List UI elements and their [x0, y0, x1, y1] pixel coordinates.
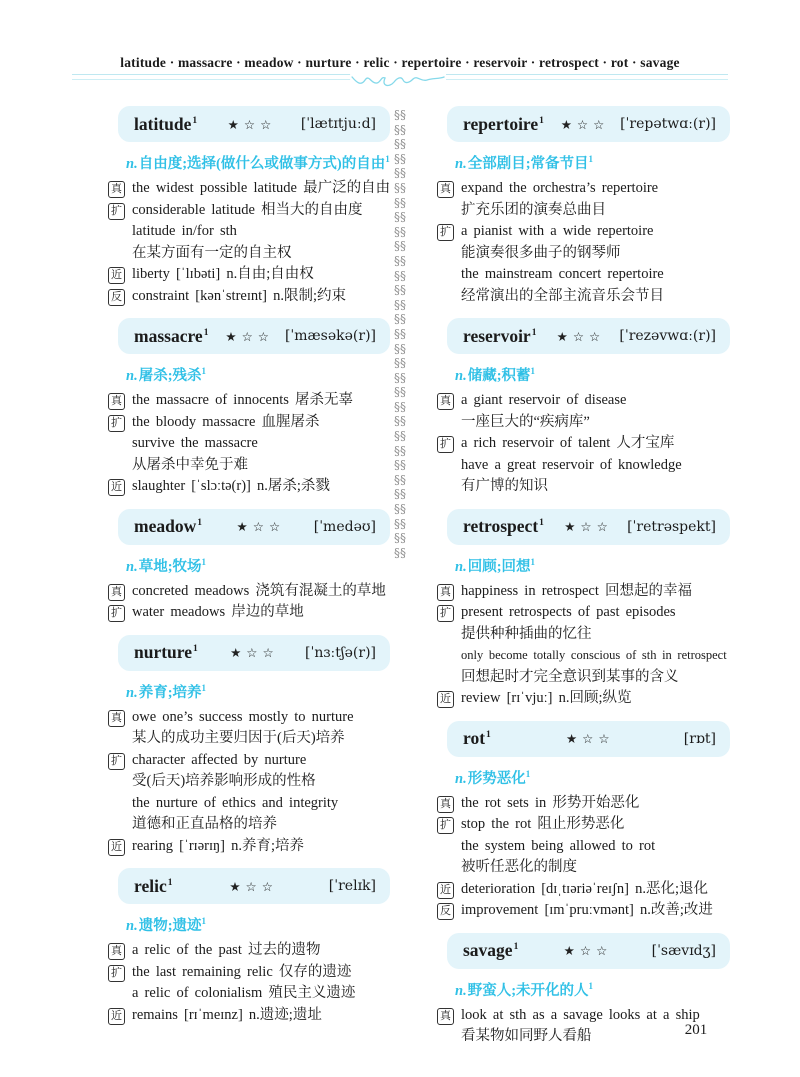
category-badge: 真: [437, 796, 454, 813]
category-badge: 扩: [108, 605, 125, 622]
example-line: [437, 286, 730, 308]
example-line: [108, 836, 390, 858]
definition-superscript: 1: [530, 366, 536, 377]
definition-line: [126, 152, 390, 173]
phonetic-transcription: [ˈsævɪdʒ]: [651, 942, 716, 959]
definition-text: 储藏;积蓄: [467, 368, 531, 384]
example-text: the massacre of innocents 屠杀无辜: [132, 392, 354, 408]
example-text: the nurture of ethics and integrity: [132, 794, 339, 811]
definition-superscript: 1: [588, 154, 594, 165]
star-rating: ★☆☆: [230, 645, 279, 660]
left-column: [108, 106, 390, 1037]
example-line: [437, 793, 730, 815]
star-rating: ★☆☆: [560, 116, 610, 132]
word-entry: [437, 721, 730, 922]
word-entry: [108, 868, 390, 1026]
category-badge: 真: [437, 181, 454, 198]
definition-line: [126, 364, 390, 385]
example-text: a pianist with a wide repertoire: [461, 223, 654, 239]
definition-superscript: 1: [385, 154, 390, 165]
headword-superscript: 1: [167, 877, 173, 888]
example-line: [108, 771, 390, 793]
example-text: latitude in/for sth: [132, 223, 237, 239]
category-badge: 近: [437, 882, 454, 899]
example-text: 在某方面有一定的自主权: [132, 244, 292, 261]
part-of-speech: n.: [455, 558, 467, 575]
part-of-speech: n.: [455, 770, 467, 787]
example-line: [437, 476, 730, 498]
word-entry: [108, 318, 390, 498]
definition-line: [126, 555, 390, 576]
example-text: present retrospects of past episodes: [461, 604, 676, 620]
headword: rot$^1$: [463, 728, 491, 748]
example-text: expand the orchestra’s repertoire: [461, 180, 659, 196]
example-text: the last remaining relic 仅存的遗迹: [132, 963, 352, 980]
example-text: rearing [ˈrɪərɪŋ] n.养育;培养: [132, 837, 305, 854]
word-chip: [118, 318, 390, 354]
headword: relic$^1$: [134, 875, 173, 896]
example-line: [108, 940, 390, 962]
category-badge: 真: [108, 584, 125, 601]
word-entry: [108, 106, 390, 307]
definition-text: 回顾;回想: [467, 558, 531, 575]
example-text: a rich reservoir of talent 人才宝库: [461, 435, 675, 451]
example-line: [108, 200, 390, 222]
word-chip: [447, 318, 730, 354]
star-rating: ★☆☆: [227, 116, 277, 132]
category-badge: 反: [108, 289, 125, 306]
category-badge: 扩: [108, 965, 125, 982]
definition-superscript: 1: [588, 980, 594, 991]
header-word-list: latitude · massacre · meadow · nurture · relic · repertoire · reservoir · retrospect · rot · savage: [120, 55, 680, 70]
example-line: [108, 793, 390, 815]
entry-columns: [108, 106, 730, 1059]
example-text: improvement [ɪmˈpruːvmənt] n.改善;改进: [461, 902, 713, 918]
example-lines: [108, 940, 390, 1026]
example-text: character affected by nurture: [132, 751, 307, 768]
example-line: [437, 900, 730, 922]
example-text: remains [rɪˈmeɪnz] n.遗迹;遗址: [132, 1006, 322, 1023]
example-line: [437, 879, 730, 901]
word-chip: [118, 509, 390, 545]
example-line: [108, 602, 390, 624]
word-chip: [118, 868, 390, 904]
example-line: [437, 581, 730, 603]
example-text: have a great reservoir of knowledge: [461, 456, 682, 473]
word-chip: [447, 933, 730, 969]
example-lines: [437, 581, 730, 710]
example-line: [437, 857, 730, 879]
example-line: [437, 243, 730, 265]
word-chip: [118, 106, 390, 142]
headword-superscript: 1: [193, 644, 198, 655]
example-line: [108, 243, 390, 265]
example-text: the widest possible latitude 最广泛的自由: [132, 180, 390, 196]
category-badge: 扩: [437, 436, 454, 453]
category-badge: 近: [108, 267, 125, 284]
example-line: [108, 412, 390, 434]
part-of-speech: n.: [126, 684, 138, 701]
column-divider-ornament: §§§§§§§§§§§§§§§§§§§§§§§§§§§§§§§§§§§§§§§§§§§§§§§§§§§§§§§§§§§§§§: [394, 108, 406, 560]
example-text: considerable latitude 相当大的自由度: [132, 201, 363, 218]
example-line: [437, 814, 730, 836]
example-text: deterioration [dɪˌtɪəriəˈreɪʃn] n.恶化;退化: [461, 880, 708, 897]
example-line: [437, 264, 730, 286]
example-text: 一座巨大的“疾病库”: [461, 413, 590, 430]
right-column: [437, 106, 730, 1059]
category-badge: 真: [108, 943, 125, 960]
definition-superscript: 1: [525, 768, 531, 779]
example-line: [437, 200, 730, 222]
star-rating: ★☆☆: [556, 328, 606, 344]
example-line: [437, 688, 730, 710]
example-lines: [437, 793, 730, 922]
squiggle-decoration-icon: [350, 70, 446, 95]
example-text: happiness in retrospect 回想起的幸福: [461, 582, 693, 599]
example-lines: [437, 390, 730, 498]
example-text: 从屠杀中幸免于难: [132, 456, 248, 473]
example-text: a relic of the past 过去的遗物: [132, 942, 321, 958]
example-text: 被听任恶化的制度: [461, 859, 577, 875]
headword: nurture$^1$: [134, 642, 198, 662]
example-text: the mainstream concert repertoire: [461, 266, 664, 282]
example-line: [437, 836, 730, 858]
part-of-speech: n.: [126, 368, 138, 384]
definition-line: [455, 364, 730, 385]
word-entry: [108, 509, 390, 624]
example-lines: [108, 390, 390, 498]
headword: massacre$^1$: [134, 325, 209, 346]
example-text: liberty [ˈlɪbəti] n.自由;自由权: [132, 266, 314, 282]
example-line: [108, 814, 390, 836]
example-text: owe one’s success mostly to nurture: [132, 708, 354, 725]
category-badge: 扩: [437, 817, 454, 834]
example-line: [437, 624, 730, 646]
headword-superscript: 1: [203, 327, 209, 338]
part-of-speech: n.: [126, 558, 138, 575]
definition-superscript: 1: [530, 556, 536, 567]
example-text: water meadows 岸边的草地: [132, 604, 304, 620]
headword-superscript: 1: [531, 327, 537, 338]
example-text: look at sth as a savage looks at a ship: [461, 1006, 700, 1023]
category-badge: 扩: [108, 753, 125, 770]
phonetic-transcription: [ˈrelɪk]: [328, 878, 376, 894]
example-line: [108, 581, 390, 603]
headword-superscript: 1: [197, 518, 202, 529]
example-text: 看某物如同野人看船: [461, 1028, 592, 1044]
example-line: [437, 645, 730, 667]
definition-text: 草地;牧场: [138, 558, 202, 575]
example-text: constraint [kənˈstreɪnt] n.限制;约束: [132, 287, 346, 304]
word-entry: [108, 635, 390, 858]
phonetic-transcription: [ˈmæsəkə(r)]: [284, 328, 376, 344]
category-badge: 扩: [437, 224, 454, 241]
category-badge: 真: [108, 181, 125, 198]
example-text: 某人的成功主要归因于(后天)培养: [132, 730, 345, 746]
word-chip: [447, 106, 730, 142]
example-text: the rot sets in 形势开始恶化: [461, 794, 640, 811]
category-badge: 近: [437, 691, 454, 708]
example-line: [108, 983, 390, 1005]
example-line: [108, 433, 390, 455]
phonetic-transcription: [ˈmedəʊ]: [313, 518, 376, 535]
category-badge: 近: [108, 839, 125, 856]
page-number: 201: [684, 1022, 708, 1038]
definition-text: 养育;培养: [138, 684, 202, 701]
category-badge: 近: [108, 479, 125, 496]
phonetic-transcription: [ˈlætɪtjuːd]: [300, 116, 376, 132]
example-line: [108, 264, 390, 286]
headword: reservoir$^1$: [463, 325, 537, 346]
headword: retrospect$^1$: [463, 516, 544, 536]
headword: savage$^1$: [463, 940, 519, 960]
example-text: a relic of colonialism 殖民主义遗迹: [132, 985, 356, 1001]
example-line: [437, 178, 730, 200]
part-of-speech: n.: [126, 918, 138, 934]
definition-text: 屠杀;残杀: [138, 368, 202, 384]
category-badge: 真: [108, 393, 125, 410]
definition-line: [455, 979, 730, 1000]
example-text: a giant reservoir of disease: [461, 392, 627, 408]
category-badge: 真: [108, 710, 125, 727]
example-text: review [rɪˈvjuː] n.回顾;纵览: [461, 690, 632, 706]
headword-superscript: 1: [539, 518, 544, 529]
category-badge: 反: [437, 903, 454, 920]
headword: latitude$^1$: [134, 113, 198, 134]
example-text: 提供种种插曲的忆往: [461, 625, 592, 642]
part-of-speech: n.: [455, 368, 467, 384]
phonetic-transcription: [ˈretrəspekt]: [627, 518, 716, 535]
category-badge: 真: [437, 1008, 454, 1025]
example-line: [108, 178, 390, 200]
star-rating: ★☆☆: [229, 878, 278, 894]
category-badge: 近: [108, 1008, 125, 1025]
example-line: [437, 433, 730, 455]
example-lines: [108, 178, 390, 307]
headword: repertoire$^1$: [463, 113, 544, 134]
example-text: the system being allowed to rot: [461, 837, 656, 854]
example-line: [108, 390, 390, 412]
word-chip: [447, 721, 730, 757]
star-rating: ★☆☆: [564, 519, 613, 534]
example-text: 受(后天)培养影响形成的性格: [132, 773, 316, 789]
star-rating: ★☆☆: [565, 731, 615, 746]
example-line: [108, 286, 390, 308]
word-chip: [118, 635, 390, 671]
example-line: [437, 602, 730, 624]
example-text: 扩充乐团的演奏总曲目: [461, 201, 606, 218]
definition-text: 野蛮人;未开化的人: [467, 982, 589, 999]
example-line: [108, 750, 390, 772]
example-text: 道德和正直品格的培养: [132, 816, 277, 832]
definition-text: 全部剧目;常备节目: [467, 156, 589, 172]
definition-text: 形势恶化: [467, 770, 526, 787]
star-rating: ★☆☆: [225, 328, 274, 344]
example-line: [108, 728, 390, 750]
definition-text: 自由度;选择(做什么或做事方式)的自由: [138, 156, 386, 172]
example-line: [437, 390, 730, 412]
example-line: [108, 221, 390, 243]
definition-line: [455, 152, 730, 173]
definition-line: [455, 555, 730, 576]
phonetic-transcription: [ˈrezəvwɑː(r)]: [619, 328, 716, 344]
definition-superscript: 1: [201, 682, 207, 693]
phonetic-transcription: [rɒt]: [683, 730, 716, 747]
example-text: 回想起时才完全意识到某事的含义: [461, 668, 679, 685]
example-line: [108, 1005, 390, 1027]
definition-superscript: 1: [201, 916, 207, 927]
example-text: 能演奏很多曲子的钢琴师: [461, 244, 621, 261]
example-lines: [108, 581, 390, 624]
category-badge: 真: [437, 584, 454, 601]
word-entry: [437, 509, 730, 710]
example-line: [437, 221, 730, 243]
star-rating: ★☆☆: [563, 943, 613, 958]
headword-superscript: 1: [539, 115, 544, 126]
definition-line: [455, 767, 730, 788]
word-entry: [437, 318, 730, 498]
part-of-speech: n.: [455, 156, 467, 172]
phonetic-transcription: [ˈrepətwɑː(r)]: [620, 116, 716, 132]
star-rating: ★☆☆: [236, 519, 286, 534]
example-text: concreted meadows 浇筑有混凝土的草地: [132, 582, 386, 599]
phonetic-transcription: [ˈnɜːtʃə(r)]: [305, 644, 376, 661]
example-line: [108, 962, 390, 984]
category-badge: 真: [437, 393, 454, 410]
definition-line: [126, 914, 390, 935]
example-lines: [437, 178, 730, 307]
example-line: [437, 455, 730, 477]
headword-superscript: 1: [192, 115, 198, 126]
example-text: survive the massacre: [132, 435, 258, 451]
word-entry: [437, 106, 730, 307]
example-line: [108, 707, 390, 729]
part-of-speech: n.: [126, 156, 138, 172]
definition-superscript: 1: [201, 556, 207, 567]
example-text: slaughter [ˈslɔːtə(r)] n.屠杀;杀戮: [132, 478, 330, 494]
example-lines: [108, 707, 390, 858]
example-text: the bloody massacre 血腥屠杀: [132, 413, 320, 430]
definition-line: [126, 681, 390, 702]
part-of-speech: n.: [455, 982, 467, 999]
example-line: [108, 455, 390, 477]
headword-superscript: 1: [486, 730, 491, 741]
example-line: [437, 667, 730, 689]
example-text: stop the rot 阻止形势恶化: [461, 816, 625, 832]
definition-superscript: 1: [201, 366, 207, 377]
headword: meadow$^1$: [134, 516, 202, 536]
example-line: [108, 476, 390, 498]
example-line: [437, 412, 730, 434]
category-badge: 扩: [108, 415, 125, 432]
example-text: 经常演出的全部主流音乐会节目: [461, 287, 664, 304]
category-badge: 扩: [108, 203, 125, 220]
headword-superscript: 1: [513, 942, 519, 953]
definition-text: 遗物;遗迹: [138, 918, 202, 934]
category-badge: 扩: [437, 605, 454, 622]
example-text: only become totally conscious of sth in retrospect: [461, 648, 727, 662]
word-chip: [447, 509, 730, 545]
example-text: 有广博的知识: [461, 478, 548, 494]
